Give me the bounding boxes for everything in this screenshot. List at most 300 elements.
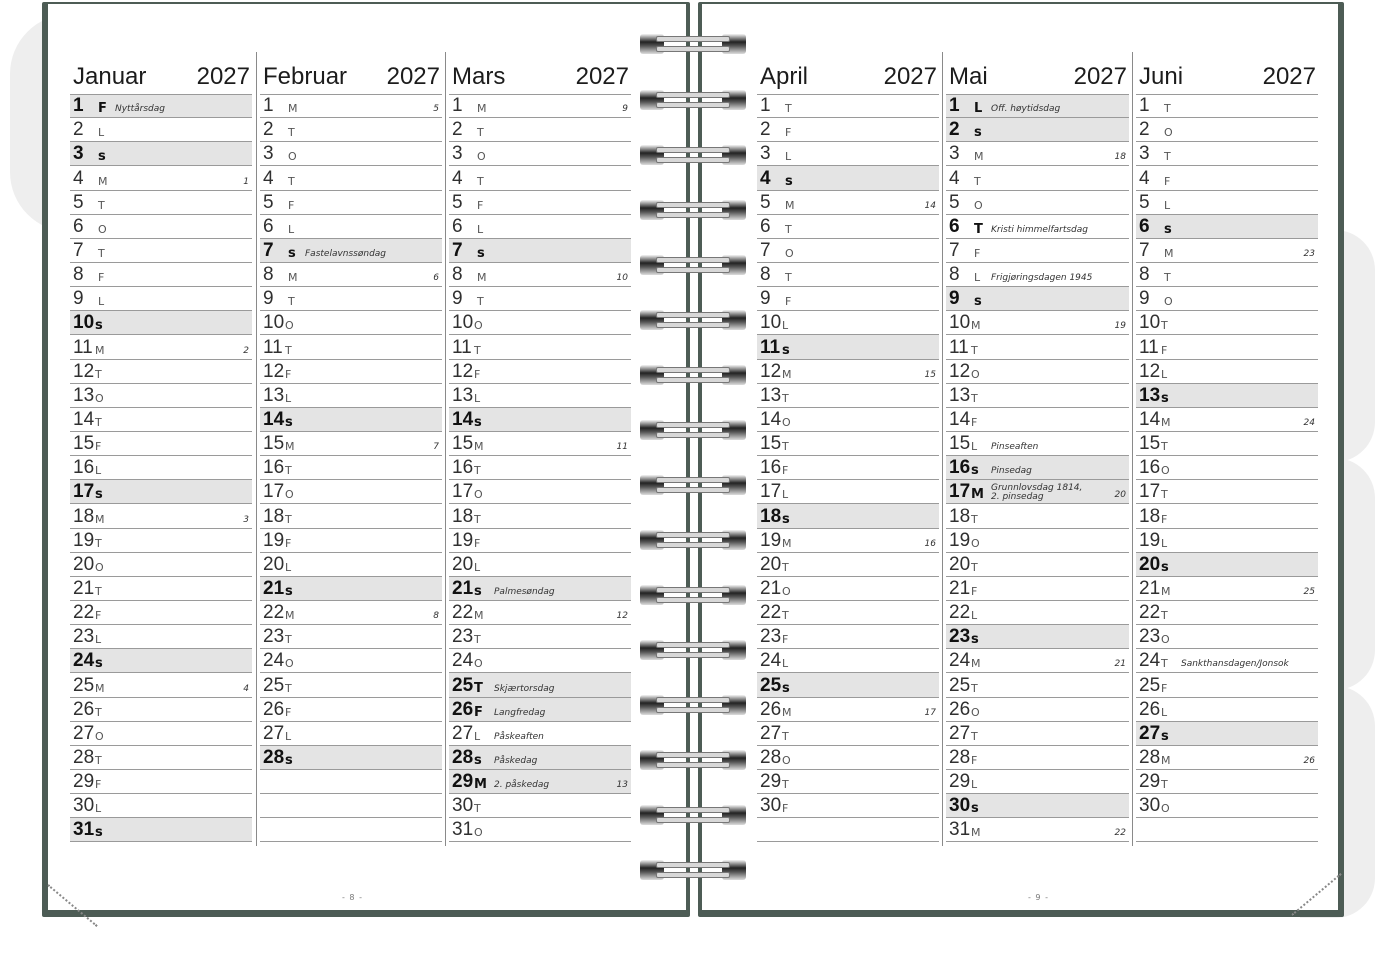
weekday-letter: L xyxy=(95,802,102,816)
day-row[interactable] xyxy=(946,625,1129,649)
week-number: 22 xyxy=(1114,828,1126,839)
coil-part xyxy=(656,817,730,823)
empty-day-row[interactable] xyxy=(757,818,939,842)
day-number: 11 xyxy=(949,336,969,358)
day-number: 31 xyxy=(949,819,971,841)
day-row[interactable] xyxy=(1136,118,1318,142)
day-row[interactable] xyxy=(449,673,631,697)
day-number: 15 xyxy=(73,433,95,455)
day-row[interactable] xyxy=(946,384,1129,408)
day-number: 13 xyxy=(760,384,782,406)
day-number: 12 xyxy=(452,360,474,382)
day-row[interactable] xyxy=(260,263,442,287)
day-number: 24 xyxy=(1139,650,1161,672)
day-row[interactable] xyxy=(449,746,631,770)
weekday-letter: O xyxy=(285,319,294,333)
day-row[interactable] xyxy=(70,722,252,746)
weekday-letter: T xyxy=(95,584,102,598)
day-row[interactable] xyxy=(1136,746,1318,770)
day-row[interactable] xyxy=(1136,360,1318,384)
day-row[interactable] xyxy=(260,480,442,504)
day-row[interactable] xyxy=(757,794,939,818)
month-column-mai xyxy=(946,44,1129,842)
day-row[interactable] xyxy=(70,818,252,842)
day-row[interactable] xyxy=(70,335,252,359)
day-row[interactable] xyxy=(757,577,939,601)
week-number: 11 xyxy=(616,442,628,453)
day-row[interactable] xyxy=(946,142,1129,166)
day-row[interactable] xyxy=(70,118,252,142)
day-number: 19 xyxy=(263,529,285,551)
coil-part xyxy=(656,377,730,383)
day-number: 26 xyxy=(73,698,95,720)
day-number: 5 xyxy=(949,191,960,213)
day-number: 18 xyxy=(452,505,474,527)
week-number: 15 xyxy=(924,369,936,380)
day-row[interactable] xyxy=(946,529,1129,553)
day-number: 12 xyxy=(949,360,971,382)
day-row[interactable] xyxy=(260,553,442,577)
day-row[interactable] xyxy=(1136,335,1318,359)
day-row[interactable] xyxy=(70,432,252,456)
day-row[interactable] xyxy=(757,504,939,528)
day-row[interactable] xyxy=(449,191,631,215)
day-number: 6 xyxy=(73,215,84,237)
day-row[interactable] xyxy=(946,770,1129,794)
month-year: 2027 xyxy=(575,63,629,90)
day-number: 19 xyxy=(73,529,95,551)
day-row[interactable] xyxy=(70,649,252,673)
day-row[interactable] xyxy=(946,311,1129,335)
day-row[interactable] xyxy=(1136,673,1318,697)
weekday-letter: s xyxy=(971,801,979,817)
day-row[interactable] xyxy=(260,287,442,311)
weekday-letter: T xyxy=(1161,778,1168,792)
spiral-coil xyxy=(640,32,746,56)
day-number: 15 xyxy=(949,433,971,455)
weekday-letter: L xyxy=(785,150,792,164)
empty-day-row[interactable] xyxy=(260,818,442,842)
day-number: 18 xyxy=(1139,505,1161,527)
day-row[interactable] xyxy=(1136,215,1318,239)
day-row[interactable] xyxy=(70,287,252,311)
day-row[interactable] xyxy=(70,746,252,770)
day-row[interactable] xyxy=(757,384,939,408)
day-row[interactable] xyxy=(1136,142,1318,166)
weekday-letter: F xyxy=(782,802,789,816)
day-row[interactable] xyxy=(946,335,1129,359)
day-row[interactable] xyxy=(70,263,252,287)
day-number: 11 xyxy=(760,336,781,358)
day-row[interactable] xyxy=(260,577,442,601)
day-row[interactable] xyxy=(946,601,1129,625)
day-row[interactable] xyxy=(70,94,252,118)
coil-part xyxy=(656,432,730,438)
day-row[interactable] xyxy=(946,673,1129,697)
day-row[interactable] xyxy=(757,722,939,746)
weekday-letter: F xyxy=(98,101,107,117)
day-row[interactable] xyxy=(70,577,252,601)
day-row[interactable] xyxy=(757,649,939,673)
day-row[interactable] xyxy=(260,649,442,673)
day-row[interactable] xyxy=(1136,553,1318,577)
day-row[interactable] xyxy=(946,746,1129,770)
day-row[interactable] xyxy=(946,287,1129,311)
day-number: 13 xyxy=(949,384,971,406)
day-row[interactable] xyxy=(946,360,1129,384)
day-number: 29 xyxy=(760,771,782,793)
day-row[interactable] xyxy=(757,287,939,311)
day-number: 29 xyxy=(73,771,95,793)
weekday-letter: M xyxy=(1161,415,1171,429)
day-row[interactable] xyxy=(1136,698,1318,722)
day-row[interactable] xyxy=(946,456,1129,480)
day-row[interactable] xyxy=(757,698,939,722)
coil-part xyxy=(656,102,730,108)
day-row[interactable] xyxy=(757,215,939,239)
weekday-letter: F xyxy=(288,198,295,212)
day-row[interactable] xyxy=(757,263,939,287)
day-row[interactable] xyxy=(757,480,939,504)
day-row[interactable] xyxy=(1136,311,1318,335)
day-row[interactable] xyxy=(449,263,631,287)
day-number: 3 xyxy=(452,143,463,165)
day-number: 8 xyxy=(760,264,771,286)
weekday-letter: T xyxy=(1161,609,1168,623)
day-number: 25 xyxy=(452,674,474,696)
day-row[interactable] xyxy=(449,625,631,649)
day-row[interactable] xyxy=(1136,577,1318,601)
weekday-letter: T xyxy=(285,633,292,647)
weekday-letter: T xyxy=(474,512,481,526)
day-row[interactable] xyxy=(946,504,1129,528)
day-row[interactable] xyxy=(1136,480,1318,504)
day-row[interactable] xyxy=(946,166,1129,190)
day-row[interactable] xyxy=(449,553,631,577)
day-row[interactable] xyxy=(260,191,442,215)
day-row[interactable] xyxy=(757,432,939,456)
day-row[interactable] xyxy=(260,311,442,335)
spiral-coil xyxy=(640,858,746,882)
holiday-note-line: 2. pinsedag xyxy=(991,492,1044,503)
day-row[interactable] xyxy=(70,360,252,384)
day-row[interactable] xyxy=(449,649,631,673)
day-row[interactable] xyxy=(260,529,442,553)
day-row[interactable] xyxy=(260,432,442,456)
day-row[interactable] xyxy=(1136,239,1318,263)
day-row[interactable] xyxy=(70,553,252,577)
day-row[interactable] xyxy=(260,456,442,480)
day-row[interactable] xyxy=(449,770,631,794)
day-number: 19 xyxy=(949,529,971,551)
day-number: 1 xyxy=(949,95,960,117)
weekday-letter: L xyxy=(971,440,978,454)
day-number: 8 xyxy=(452,264,463,286)
day-row[interactable] xyxy=(757,239,939,263)
day-row[interactable] xyxy=(449,456,631,480)
day-number: 8 xyxy=(263,264,274,286)
day-row[interactable] xyxy=(70,408,252,432)
day-row[interactable] xyxy=(449,311,631,335)
day-row[interactable] xyxy=(449,94,631,118)
spiral-coil xyxy=(640,143,746,167)
spiral-coil xyxy=(640,693,746,717)
day-row[interactable] xyxy=(260,215,442,239)
coil-part xyxy=(656,587,730,593)
day-number: 29 xyxy=(1139,771,1161,793)
day-row[interactable] xyxy=(1136,432,1318,456)
weekday-letter: F xyxy=(1161,681,1168,695)
coil-part xyxy=(656,257,730,263)
day-row[interactable] xyxy=(946,480,1129,504)
weekday-letter: T xyxy=(474,343,481,357)
day-row[interactable] xyxy=(1136,456,1318,480)
weekday-letter: s xyxy=(288,245,296,261)
day-row[interactable] xyxy=(260,698,442,722)
day-row[interactable] xyxy=(946,118,1129,142)
day-row[interactable] xyxy=(946,191,1129,215)
day-row[interactable] xyxy=(449,384,631,408)
weekday-letter: s xyxy=(782,342,790,358)
day-number: 27 xyxy=(760,722,782,744)
day-row[interactable] xyxy=(260,408,442,432)
weekday-letter: O xyxy=(285,488,294,502)
day-row[interactable] xyxy=(260,94,442,118)
day-row[interactable] xyxy=(946,263,1129,287)
day-row[interactable] xyxy=(260,142,442,166)
day-row[interactable] xyxy=(1136,504,1318,528)
day-row[interactable] xyxy=(946,794,1129,818)
day-number: 21 xyxy=(760,577,782,599)
day-row[interactable] xyxy=(70,311,252,335)
day-row[interactable] xyxy=(757,191,939,215)
day-number: 31 xyxy=(73,819,95,841)
day-number: 24 xyxy=(263,650,285,672)
weekday-letter: L xyxy=(285,391,292,405)
day-row[interactable] xyxy=(70,601,252,625)
weekday-letter: L xyxy=(98,295,105,309)
day-row[interactable] xyxy=(946,722,1129,746)
day-row[interactable] xyxy=(260,722,442,746)
day-number: 17 xyxy=(73,481,95,503)
day-row[interactable] xyxy=(449,360,631,384)
day-row[interactable] xyxy=(260,360,442,384)
empty-day-row[interactable] xyxy=(260,770,442,794)
day-row[interactable] xyxy=(449,287,631,311)
weekday-letter: M xyxy=(474,440,484,454)
spiral-coil xyxy=(640,88,746,112)
day-row[interactable] xyxy=(70,504,252,528)
day-number: 1 xyxy=(1139,95,1150,117)
day-number: 7 xyxy=(452,239,463,261)
day-row[interactable] xyxy=(70,480,252,504)
weekday-letter: T xyxy=(785,102,792,116)
spiral-coil xyxy=(640,418,746,442)
day-row[interactable] xyxy=(1136,263,1318,287)
day-row[interactable] xyxy=(757,142,939,166)
day-number: 22 xyxy=(263,602,285,624)
day-number: 4 xyxy=(760,167,771,189)
day-row[interactable] xyxy=(449,722,631,746)
day-row[interactable] xyxy=(946,553,1129,577)
day-row[interactable] xyxy=(260,625,442,649)
day-row[interactable] xyxy=(449,480,631,504)
spiral-coil xyxy=(640,803,746,827)
weekday-letter: F xyxy=(474,704,483,720)
day-row[interactable] xyxy=(70,625,252,649)
day-row[interactable] xyxy=(449,335,631,359)
day-row[interactable] xyxy=(757,529,939,553)
coil-part xyxy=(656,212,730,218)
month-column-januar xyxy=(70,44,252,842)
week-number: 6 xyxy=(433,273,439,284)
day-row[interactable] xyxy=(449,818,631,842)
day-row[interactable] xyxy=(260,239,442,263)
day-row[interactable] xyxy=(70,673,252,697)
day-row[interactable] xyxy=(757,94,939,118)
day-number: 13 xyxy=(452,384,474,406)
day-number: 6 xyxy=(949,215,960,237)
day-row[interactable] xyxy=(1136,649,1318,673)
day-row[interactable] xyxy=(757,456,939,480)
day-row[interactable] xyxy=(70,191,252,215)
day-number: 15 xyxy=(1139,433,1161,455)
day-number: 1 xyxy=(760,95,771,117)
day-row[interactable] xyxy=(1136,625,1318,649)
week-number: 26 xyxy=(1303,755,1315,766)
day-row[interactable] xyxy=(260,504,442,528)
empty-day-row[interactable] xyxy=(1136,818,1318,842)
day-row[interactable] xyxy=(70,698,252,722)
day-row[interactable] xyxy=(1136,529,1318,553)
day-row[interactable] xyxy=(1136,287,1318,311)
day-row[interactable] xyxy=(757,166,939,190)
week-number: 4 xyxy=(243,683,249,694)
day-row[interactable] xyxy=(946,408,1129,432)
day-row[interactable] xyxy=(946,698,1129,722)
week-number: 12 xyxy=(616,611,628,622)
day-row[interactable] xyxy=(1136,94,1318,118)
coil-part xyxy=(656,872,730,878)
day-row[interactable] xyxy=(449,432,631,456)
day-number: 12 xyxy=(263,360,285,382)
day-number: 13 xyxy=(73,384,95,406)
weekday-letter: M xyxy=(971,657,981,671)
day-row[interactable] xyxy=(260,384,442,408)
day-row[interactable] xyxy=(70,215,252,239)
day-row[interactable] xyxy=(946,215,1129,239)
weekday-letter: O xyxy=(785,246,794,260)
day-number: 28 xyxy=(760,746,782,768)
day-row[interactable] xyxy=(70,529,252,553)
day-number: 27 xyxy=(1139,722,1161,744)
day-row[interactable] xyxy=(70,384,252,408)
day-row[interactable] xyxy=(757,673,939,697)
day-row[interactable] xyxy=(946,94,1129,118)
day-number: 16 xyxy=(73,457,95,479)
day-row[interactable] xyxy=(757,625,939,649)
day-row[interactable] xyxy=(449,698,631,722)
day-row[interactable] xyxy=(1136,191,1318,215)
day-row[interactable] xyxy=(260,335,442,359)
day-row[interactable] xyxy=(946,577,1129,601)
day-row[interactable] xyxy=(1136,794,1318,818)
day-row[interactable] xyxy=(70,456,252,480)
day-row[interactable] xyxy=(260,601,442,625)
day-row[interactable] xyxy=(757,118,939,142)
day-row[interactable] xyxy=(449,166,631,190)
empty-day-row[interactable] xyxy=(260,794,442,818)
day-number: 17 xyxy=(949,481,971,503)
coil-part xyxy=(656,147,730,153)
day-row[interactable] xyxy=(260,746,442,770)
weekday-letter: T xyxy=(1164,150,1171,164)
day-number: 23 xyxy=(949,626,971,648)
day-row[interactable] xyxy=(757,770,939,794)
day-row[interactable] xyxy=(1136,408,1318,432)
day-number: 16 xyxy=(452,457,474,479)
day-number: 14 xyxy=(452,408,474,430)
holiday-note: Langfredag xyxy=(494,707,546,718)
day-row[interactable] xyxy=(757,360,939,384)
day-row[interactable] xyxy=(70,794,252,818)
day-row[interactable] xyxy=(449,118,631,142)
weekday-letter: T xyxy=(1161,657,1168,671)
month-year: 2027 xyxy=(1262,63,1316,90)
day-row[interactable] xyxy=(449,577,631,601)
weekday-letter: O xyxy=(782,584,791,598)
day-row[interactable] xyxy=(1136,166,1318,190)
day-row[interactable] xyxy=(946,818,1129,842)
day-row[interactable] xyxy=(1136,770,1318,794)
day-row[interactable] xyxy=(757,408,939,432)
day-row[interactable] xyxy=(757,311,939,335)
day-row[interactable] xyxy=(946,649,1129,673)
day-row[interactable] xyxy=(70,166,252,190)
day-row[interactable] xyxy=(449,794,631,818)
day-row[interactable] xyxy=(260,118,442,142)
day-row[interactable] xyxy=(757,553,939,577)
day-row[interactable] xyxy=(449,142,631,166)
weekday-letter: F xyxy=(971,753,978,767)
day-row[interactable] xyxy=(449,408,631,432)
day-row[interactable] xyxy=(757,601,939,625)
day-row[interactable] xyxy=(449,504,631,528)
day-row[interactable] xyxy=(946,239,1129,263)
day-row[interactable] xyxy=(1136,722,1318,746)
weekday-letter: O xyxy=(974,198,983,212)
day-row[interactable] xyxy=(70,142,252,166)
day-row[interactable] xyxy=(260,673,442,697)
day-row[interactable] xyxy=(946,432,1129,456)
day-row[interactable] xyxy=(449,239,631,263)
weekday-letter: T xyxy=(971,560,978,574)
day-row[interactable] xyxy=(1136,601,1318,625)
day-number: 14 xyxy=(73,408,95,430)
day-row[interactable] xyxy=(449,215,631,239)
day-number: 5 xyxy=(263,191,274,213)
day-row[interactable] xyxy=(449,601,631,625)
day-row[interactable] xyxy=(1136,384,1318,408)
day-row[interactable] xyxy=(757,746,939,770)
day-row[interactable] xyxy=(70,770,252,794)
weekday-letter: T xyxy=(285,681,292,695)
day-row[interactable] xyxy=(70,239,252,263)
day-row[interactable] xyxy=(449,529,631,553)
weekday-letter: L xyxy=(971,609,978,623)
day-row[interactable] xyxy=(757,335,939,359)
day-row[interactable] xyxy=(260,166,442,190)
